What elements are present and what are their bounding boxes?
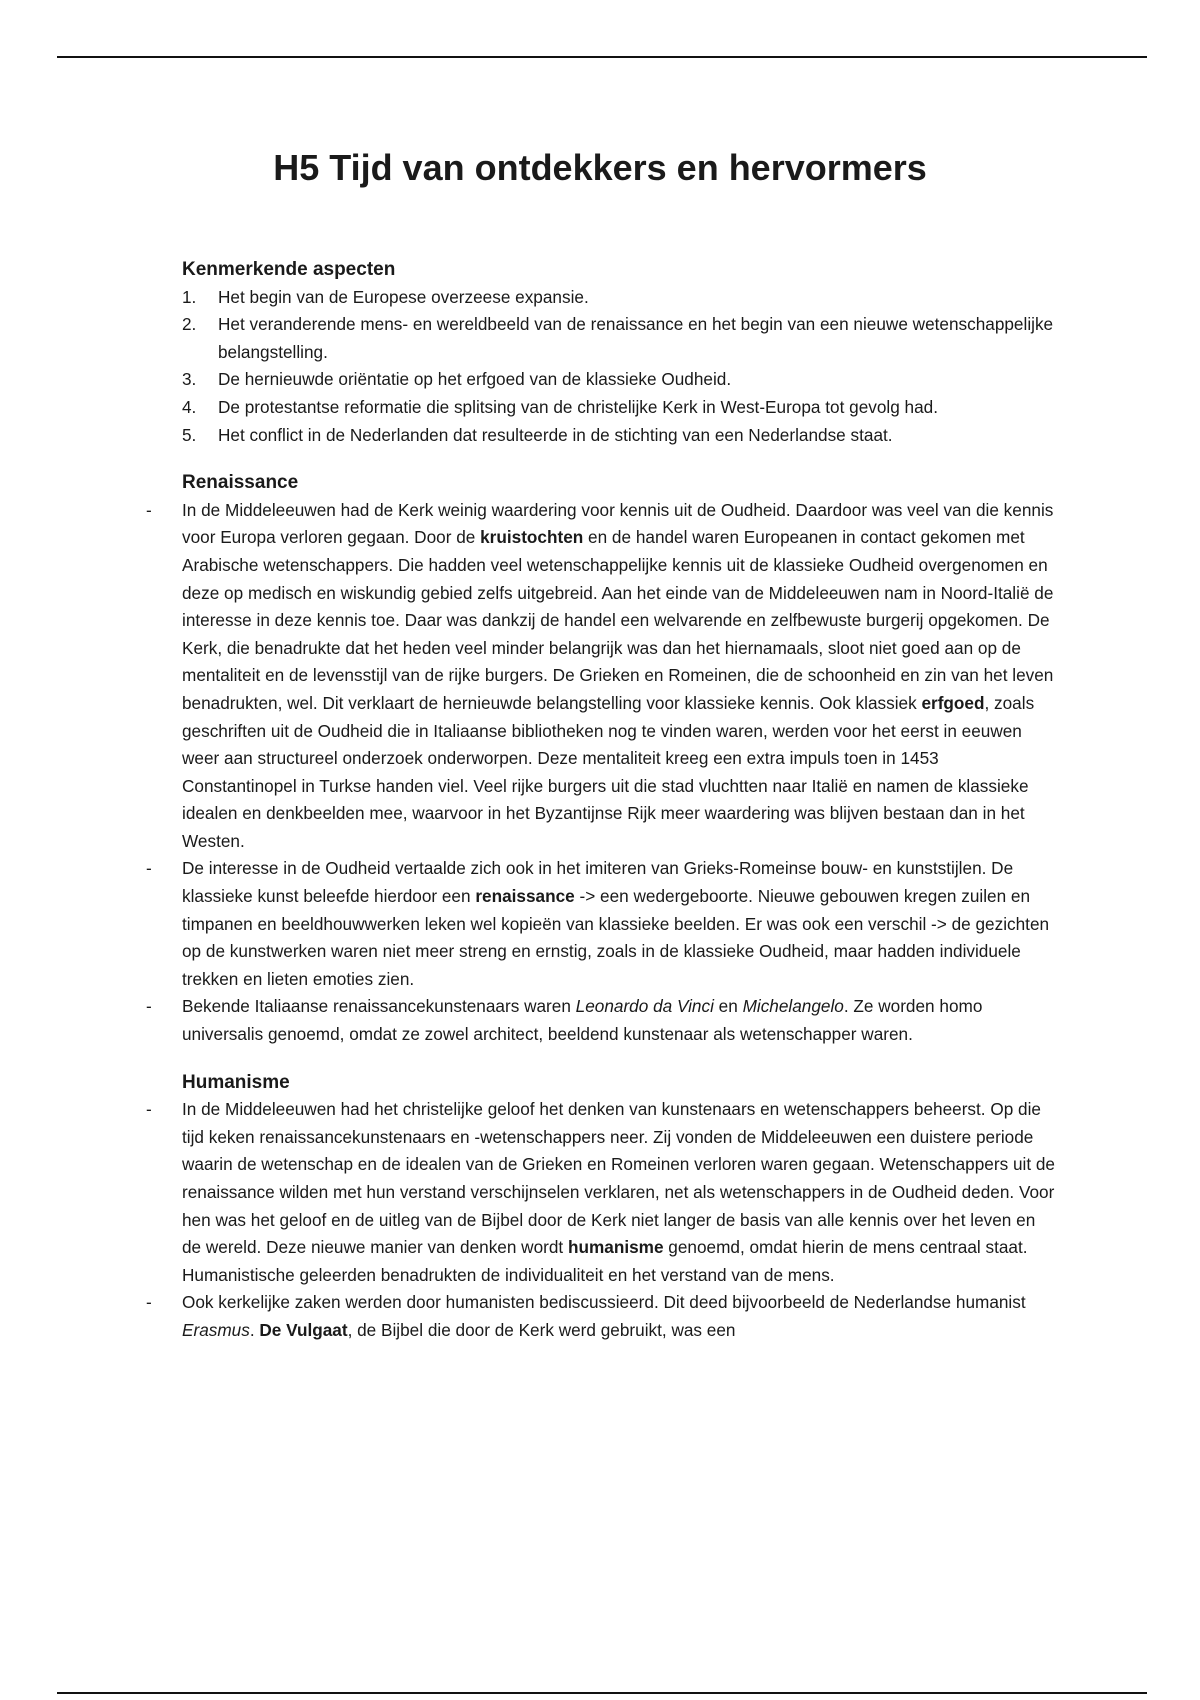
name-erasmus: Erasmus [182,1319,250,1340]
term-erfgoed: erfgoed [921,692,985,713]
page-title: H5 Tijd van ontdekkers en hervormers [273,147,927,188]
list-item: 4. De protestantse reformatie die splitsing van de christelijke Kerk in West-Europa tot gevolg had. [182,396,939,417]
humanisme-list [146,1096,1058,1344]
paragraph-item: - Bekende Italiaanse renaissancekunstenaars waren Leonardo da Vinci en Michelangelo. Ze worden homo universalis genoemd, omdat ze zowel architect, beeldend kunstenaar als wetenschapper waren. [182,993,1058,1048]
term-vulgaat: De Vulgaat [259,1319,348,1340]
paragraph-item: - In de Middeleeuwen had het christelijke geloof het denken van kunstenaars en wetenschappers beheerst. Op die tijd keken renaissancekunstenaars en -wetenschappers neer. Zij vonden de Middeleeuwen een duistere periode waarin de wetenschap en de idealen van de Grieken en Romeinen verloren waren gegaan. Wetenschappers uit de renaissance wilden met hun verstand verschijnselen verklaren, net als wetenschappers in de Oudheid deden. Voor hen was het geloof en de uitleg van de Bijbel door de Kerk niet langer de basis van alle kennis over het leven en de wereld. Deze nieuwe manier van denken wordt humanisme genoemd, omdat hierin de mens centraal staat. Humanistische geleerden benadrukten de individualiteit en het verstand van de mens. [182,1096,1058,1289]
term-renaissance: renaissance [475,886,575,907]
name-leonardo: Leonardo da Vinci [575,996,714,1017]
section-heading-renaissance: Renaissance [182,472,299,494]
dash-bullet: - [146,1099,152,1120]
list-item: 3. De hernieuwde oriëntatie op het erfgoed van de klassieke Oudheid. [182,369,732,390]
name-michelangelo: Michelangelo [742,996,844,1017]
section-heading-humanisme: Humanisme [182,1071,290,1093]
aspects-list [182,284,1058,450]
dash-bullet: - [146,996,152,1017]
dash-bullet: - [146,858,152,879]
paragraph-item: - In de Middeleeuwen had de Kerk weinig waardering voor kennis uit de Oudheid. Daardoor was veel van die kennis voor Europa verloren gegaan. Door de kruistochten en de handel waren Europeanen in contact gekomen met Arabische wetenschappers. Die hadden veel wetenschappelijke kennis uit de klassieke Oudheid overgenomen en deze op medisch en wiskundig gebied zelfs uitgebreid. Aan het einde van de Middeleeuwen nam in Noord-Italië de interesse in deze kennis toe. Daar was dankzij de handel een welvarende en zelfbewuste burgerij opgekomen. De Kerk, die benadrukte dat het heden veel minder belangrijk was dan het hiernamaals, sloot niet goed aan op de mentaliteit en de levensstijl van de rijke burgers. De Grieken en Romeinen, die de schoonheid en zin van het leven benadrukten, wel. Dit verklaart de hernieuwde belangstelling voor klassieke kennis. Ook klassiek erfgoed, zoals geschriften uit de Oudheid die in Italiaanse bibliotheken nog te vinden waren, werden voor het eerst in eeuwen weer aan structureel onderzoek onderworpen. Deze mentaliteit kreeg een extra impuls toen in 1453 Constantinopel in Turkse handen viel. Veel rijke burgers uit die stad vluchtten naar Italië en namen de klassieke idealen en denkbeelden mee, waarvoor in het Byzantijnse Rijk meer waardering was blijven bestaan dan in het Westen. [182,497,1058,856]
section-heading-aspects: Kenmerkende aspecten [182,259,396,280]
list-item: 5. Het conflict in de Nederlanden dat resulteerde in de stichting van een Nederlandse staat. [182,424,893,445]
list-item: 1. Het begin van de Europese overzeese expansie. [182,286,589,307]
term-kruistochten: kruistochten [480,527,584,548]
header-rule [57,56,1147,58]
footer-rule [57,1692,1147,1694]
renaissance-list [146,497,1058,1049]
term-humanisme: humanisme [567,1237,664,1258]
list-item: 2. Het veranderende mens- en wereldbeeld van de renaissance en het begin van een nieuwe wetenschappelijke belangstelling. [182,314,1054,362]
document-body [146,256,1058,1345]
dash-bullet: - [146,1292,152,1313]
dash-bullet: - [146,499,152,520]
paragraph-item: - De interesse in de Oudheid vertaalde zich ook in het imiteren van Grieks-Romeinse bouw- en kunststijlen. De klassieke kunst beleefde hierdoor een renaissance -> een wedergeboorte. Nieuwe gebouwen kregen zuilen en timpanen en beeldhouwwerken leken wel kopieën van klassieke beelden. Er was ook een verschil -> de gezichten op de kunstwerken waren niet meer streng en ernstig, zoals in de klassieke Oudheid, maar hadden individuele trekken en lieten emoties zien. [182,855,1058,993]
paragraph-item: - Ook kerkelijke zaken werden door humanisten bediscussieerd. Dit deed bijvoorbeeld de Nederlandse humanist Erasmus. De Vulgaat, de Bijbel die door de Kerk werd gebruikt, was een [182,1289,1058,1344]
